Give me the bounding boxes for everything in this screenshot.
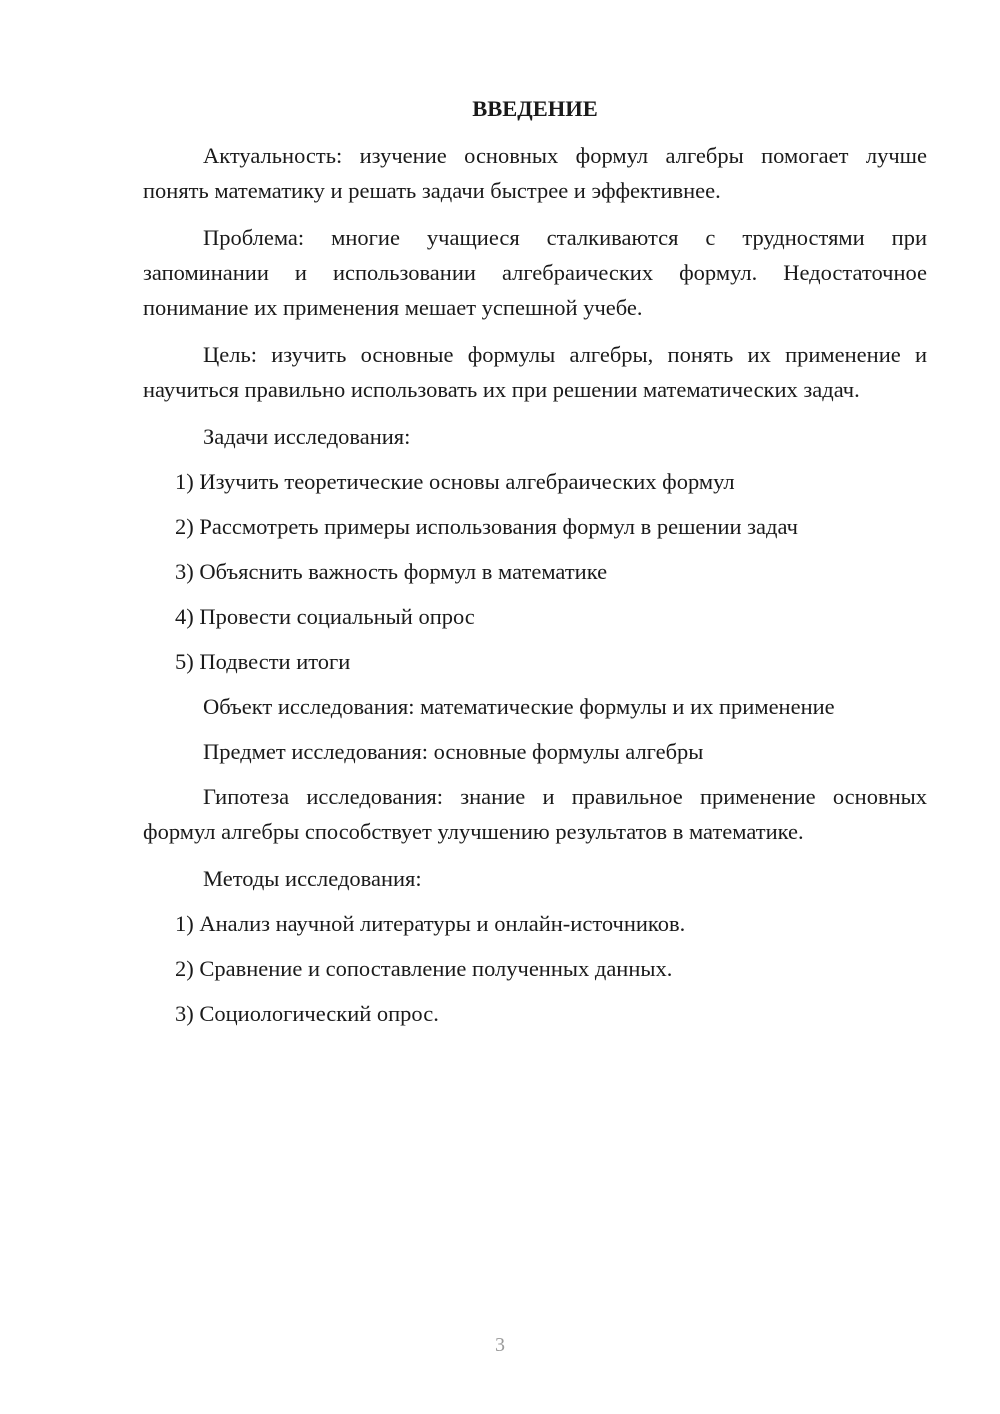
list-item: 1) Изучить теоретические основы алгебраических формул (175, 469, 735, 494)
list-item: 1) Анализ научной литературы и онлайн-источников. (175, 911, 686, 936)
page-number: 3 (495, 1334, 505, 1356)
relevance-paragraph: Актуальность: изучение основных формул алгебры помогает лучше понять математику и решать задачи быстрее и эффективнее. (143, 143, 927, 203)
problem-paragraph: Проблема: многие учащиеся сталкиваются с трудностями при запоминании и использовании алгебраических формул. Недостаточное понимание их применения мешает успешной учебе. (143, 225, 927, 320)
list-item: 4) Провести социальный опрос (175, 604, 475, 629)
list-item: 3) Социологический опрос. (175, 1001, 439, 1026)
methods-heading: Методы исследования: (203, 866, 422, 891)
document-page (143, 92, 927, 1041)
tasks-heading: Задачи исследования: (203, 424, 411, 449)
list-item: 5) Подвести итоги (175, 649, 351, 674)
tasks-list (143, 464, 927, 679)
list-item: 2) Сравнение и сопоставление полученных данных. (175, 956, 673, 981)
section-title: ВВЕДЕНИЕ (472, 96, 598, 121)
list-item: 3) Объяснить важность формул в математике (175, 559, 608, 584)
list-item: 2) Рассмотреть примеры использования формул в решении задач (175, 514, 798, 539)
methods-list (143, 906, 927, 1031)
research-subject: Предмет исследования: основные формулы алгебры (203, 739, 704, 764)
hypothesis-paragraph: Гипотеза исследования: знание и правильное применение основных формул алгебры способствует улучшению результатов в математике. (143, 784, 927, 844)
research-object: Объект исследования: математические формулы и их применение (203, 694, 835, 719)
goal-paragraph: Цель: изучить основные формулы алгебры, понять их применение и научиться правильно использовать их при решении математических задач. (143, 342, 927, 402)
